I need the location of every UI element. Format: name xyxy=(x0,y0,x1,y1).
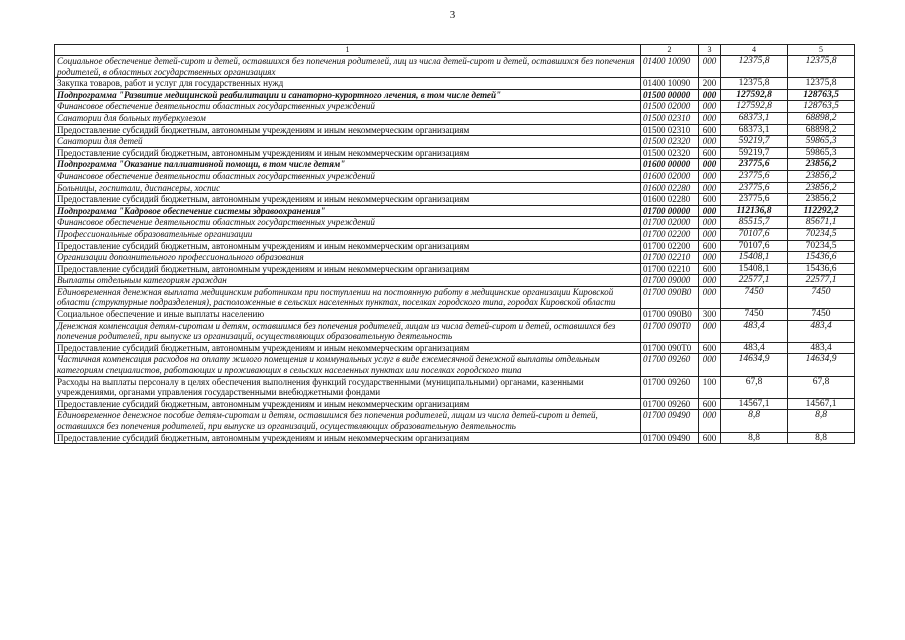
row-value-1-cell: 23775,6 xyxy=(721,194,788,206)
row-code-cell: 01700 09260 xyxy=(641,354,699,376)
row-code-cell: 01600 02280 xyxy=(641,182,699,194)
row-name-cell: Предоставление субсидий бюджетным, автономным учреждениям и иным некоммерческим организациям xyxy=(55,432,641,444)
row-code-cell: 01600 02000 xyxy=(641,170,699,182)
row-value-1-cell: 23775,6 xyxy=(721,182,788,194)
row-name-cell: Закупка товаров, работ и услуг для государственных нужд xyxy=(55,78,641,90)
table-row xyxy=(55,398,855,410)
row-code-cell: 01700 09490 xyxy=(641,432,699,444)
row-code-cell: 01500 02320 xyxy=(641,147,699,159)
row-value-1-cell: 59219,7 xyxy=(721,136,788,148)
row-name-cell: Подпрограмма "Кадровое обеспечение системы здравоохранения" xyxy=(55,205,641,217)
row-kvr-cell: 000 xyxy=(699,170,721,182)
row-value-1-cell: 68373,1 xyxy=(721,112,788,124)
row-name-cell: Организации дополнительного профессионального образования xyxy=(55,252,641,264)
row-name-cell: Финансовое обеспечение деятельности областных государственных учреждений xyxy=(55,101,641,113)
row-kvr-cell: 000 xyxy=(699,354,721,376)
row-value-2-cell: 70234,5 xyxy=(788,240,855,252)
row-code-cell: 01700 09260 xyxy=(641,376,699,398)
row-code-cell: 01500 02310 xyxy=(641,124,699,136)
table-row xyxy=(55,342,855,354)
header-row xyxy=(55,45,855,56)
table-row xyxy=(55,263,855,275)
row-code-cell: 01700 02210 xyxy=(641,263,699,275)
table-row xyxy=(55,89,855,101)
row-kvr-cell: 300 xyxy=(699,309,721,321)
row-value-2-cell: 70234,5 xyxy=(788,228,855,240)
table-row xyxy=(55,309,855,321)
table-row xyxy=(55,410,855,432)
row-value-2-cell: 128763,5 xyxy=(788,89,855,101)
row-code-cell: 01700 09260 xyxy=(641,398,699,410)
table-row xyxy=(55,286,855,308)
row-name-cell: Предоставление субсидий бюджетным, автономным учреждениям и иным некоммерческим организациям xyxy=(55,194,641,206)
table-row xyxy=(55,228,855,240)
row-kvr-cell: 000 xyxy=(699,217,721,229)
row-code-cell: 01700 00000 xyxy=(641,205,699,217)
table-row xyxy=(55,275,855,287)
row-name-cell: Социальное обеспечение и иные выплаты населению xyxy=(55,309,641,321)
row-name-cell: Предоставление субсидий бюджетным, автономным учреждениям и иным некоммерческим организациям xyxy=(55,147,641,159)
row-name-cell: Денежная компенсация детям-сиротам и детям, оставшимся без попечения родителей, лицам из числа детей-сирот и детей, оставшихся без попечения родителей, при выпуске из организаций, осуществляющих образовательную деятельность xyxy=(55,320,641,342)
row-code-cell: 01700 09490 xyxy=(641,410,699,432)
row-value-2-cell: 23856,2 xyxy=(788,159,855,171)
row-value-2-cell: 85671,1 xyxy=(788,217,855,229)
row-kvr-cell: 600 xyxy=(699,342,721,354)
row-code-cell: 01400 10090 xyxy=(641,56,699,78)
header-cell-kvr: 3 xyxy=(699,45,721,56)
table-row xyxy=(55,56,855,78)
row-code-cell: 01700 02200 xyxy=(641,228,699,240)
row-value-2-cell: 112292,2 xyxy=(788,205,855,217)
row-value-2-cell: 67,8 xyxy=(788,376,855,398)
table-row xyxy=(55,320,855,342)
row-name-cell: Санатории для детей xyxy=(55,136,641,148)
table-row xyxy=(55,112,855,124)
header-cell-name: 1 xyxy=(55,45,641,56)
row-kvr-cell: 000 xyxy=(699,159,721,171)
table-row xyxy=(55,170,855,182)
row-kvr-cell: 100 xyxy=(699,376,721,398)
row-kvr-cell: 000 xyxy=(699,286,721,308)
header-cell-value-1: 4 xyxy=(721,45,788,56)
row-kvr-cell: 200 xyxy=(699,78,721,90)
row-code-cell: 01700 02000 xyxy=(641,217,699,229)
row-value-2-cell: 12375,8 xyxy=(788,78,855,90)
row-value-1-cell: 483,4 xyxy=(721,320,788,342)
table-row xyxy=(55,217,855,229)
table-row xyxy=(55,101,855,113)
row-value-2-cell: 8,8 xyxy=(788,410,855,432)
row-kvr-cell: 600 xyxy=(699,398,721,410)
row-name-cell: Предоставление субсидий бюджетным, автономным учреждениям и иным некоммерческим организациям xyxy=(55,124,641,136)
row-value-1-cell: 70107,6 xyxy=(721,240,788,252)
row-code-cell: 01700 090Т0 xyxy=(641,342,699,354)
row-name-cell: Предоставление субсидий бюджетным, автономным учреждениям и иным некоммерческим организациям xyxy=(55,398,641,410)
row-value-2-cell: 68898,2 xyxy=(788,112,855,124)
row-value-1-cell: 12375,8 xyxy=(721,56,788,78)
table-row xyxy=(55,354,855,376)
row-value-2-cell: 68898,2 xyxy=(788,124,855,136)
row-name-cell: Финансовое обеспечение деятельности областных государственных учреждений xyxy=(55,170,641,182)
row-value-2-cell: 7450 xyxy=(788,286,855,308)
row-value-1-cell: 112136,8 xyxy=(721,205,788,217)
row-code-cell: 01700 02210 xyxy=(641,252,699,264)
row-value-2-cell: 483,4 xyxy=(788,342,855,354)
row-kvr-cell: 000 xyxy=(699,136,721,148)
row-kvr-cell: 000 xyxy=(699,182,721,194)
row-value-2-cell: 14567,1 xyxy=(788,398,855,410)
row-code-cell: 01700 090В0 xyxy=(641,309,699,321)
row-value-1-cell: 14567,1 xyxy=(721,398,788,410)
row-value-2-cell: 23856,2 xyxy=(788,194,855,206)
table-row xyxy=(55,147,855,159)
row-kvr-cell: 600 xyxy=(699,263,721,275)
row-value-2-cell: 23856,2 xyxy=(788,182,855,194)
row-value-2-cell: 8,8 xyxy=(788,432,855,444)
row-kvr-cell: 600 xyxy=(699,240,721,252)
row-value-1-cell: 127592,8 xyxy=(721,101,788,113)
row-name-cell: Подпрограмма "Оказание паллиативной помощи, в том числе детям" xyxy=(55,159,641,171)
row-value-1-cell: 23775,6 xyxy=(721,159,788,171)
row-value-1-cell: 59219,7 xyxy=(721,147,788,159)
row-value-2-cell: 128763,5 xyxy=(788,101,855,113)
row-code-cell: 01500 02000 xyxy=(641,101,699,113)
budget-table xyxy=(54,44,855,444)
row-value-2-cell: 14634,9 xyxy=(788,354,855,376)
row-kvr-cell: 000 xyxy=(699,275,721,287)
row-kvr-cell: 000 xyxy=(699,252,721,264)
row-kvr-cell: 000 xyxy=(699,112,721,124)
row-value-1-cell: 15408,1 xyxy=(721,252,788,264)
row-value-1-cell: 14634,9 xyxy=(721,354,788,376)
row-name-cell: Частичная компенсация расходов на оплату жилого помещения и коммунальных услуг в виде ежемесячной денежной выплаты отдельным категориям специалистов, работающих и проживающих в сельских населенных пунктах или поселках городского типа xyxy=(55,354,641,376)
row-code-cell: 01700 090Т0 xyxy=(641,320,699,342)
row-value-2-cell: 15436,6 xyxy=(788,263,855,275)
row-value-1-cell: 12375,8 xyxy=(721,78,788,90)
row-name-cell: Финансовое обеспечение деятельности областных государственных учреждений xyxy=(55,217,641,229)
row-value-2-cell: 22577,1 xyxy=(788,275,855,287)
row-kvr-cell: 000 xyxy=(699,101,721,113)
row-name-cell: Единовременная денежная выплата медицинским работникам при поступлении на постоянную работу в медицинские организации Кировской области (структурные подразделения), расположенные в сельских населенных пунктах, поселках городского типа, городах Кировской области xyxy=(55,286,641,308)
table-row xyxy=(55,159,855,171)
row-value-1-cell: 8,8 xyxy=(721,432,788,444)
header-cell-code: 2 xyxy=(641,45,699,56)
row-value-1-cell: 70107,6 xyxy=(721,228,788,240)
row-name-cell: Расходы на выплаты персоналу в целях обеспечения выполнения функций государственными (муниципальными) органами, казенными учреждениями, органами управления государственными внебюджетными фондами xyxy=(55,376,641,398)
row-value-1-cell: 7450 xyxy=(721,286,788,308)
row-name-cell: Единовременное денежное пособие детям-сиротам и детям, оставшимся без попечения родителей, лицам из числа детей-сирот и детей, оставшихся без попечения родителей, при выпуске из организаций, осуществляющих образовательную деятельность xyxy=(55,410,641,432)
row-value-2-cell: 15436,6 xyxy=(788,252,855,264)
row-value-1-cell: 127592,8 xyxy=(721,89,788,101)
row-kvr-cell: 600 xyxy=(699,432,721,444)
row-value-1-cell: 85515,7 xyxy=(721,217,788,229)
row-value-1-cell: 23775,6 xyxy=(721,170,788,182)
row-kvr-cell: 000 xyxy=(699,205,721,217)
page-number: 3 xyxy=(449,9,456,21)
row-name-cell: Социальное обеспечение детей-сирот и детей, оставшихся без попечения родителей, лиц из числа детей-сирот и детей, оставшихся без попечения родителей, в областных государственных организациях xyxy=(55,56,641,78)
row-name-cell: Предоставление субсидий бюджетным, автономным учреждениям и иным некоммерческим организациям xyxy=(55,342,641,354)
row-kvr-cell: 600 xyxy=(699,194,721,206)
row-code-cell: 01400 10090 xyxy=(641,78,699,90)
table-row xyxy=(55,136,855,148)
table-row xyxy=(55,78,855,90)
table-row xyxy=(55,376,855,398)
row-code-cell: 01700 09000 xyxy=(641,275,699,287)
table-row xyxy=(55,194,855,206)
table-row xyxy=(55,240,855,252)
row-value-1-cell: 15408,1 xyxy=(721,263,788,275)
row-code-cell: 01500 00000 xyxy=(641,89,699,101)
row-kvr-cell: 000 xyxy=(699,89,721,101)
table-row xyxy=(55,182,855,194)
row-value-1-cell: 483,4 xyxy=(721,342,788,354)
header-cell-value-2: 5 xyxy=(788,45,855,56)
table-row xyxy=(55,205,855,217)
row-value-1-cell: 67,8 xyxy=(721,376,788,398)
row-value-1-cell: 7450 xyxy=(721,309,788,321)
row-kvr-cell: 600 xyxy=(699,147,721,159)
row-value-2-cell: 7450 xyxy=(788,309,855,321)
row-name-cell: Предоставление субсидий бюджетным, автономным учреждениям и иным некоммерческим организациям xyxy=(55,263,641,275)
row-kvr-cell: 000 xyxy=(699,410,721,432)
row-name-cell: Подпрограмма "Развитие медицинской реабилитации и санаторно-курортного лечения, в том числе детей" xyxy=(55,89,641,101)
row-value-2-cell: 59865,3 xyxy=(788,147,855,159)
row-name-cell: Профессиональные образовательные организации xyxy=(55,228,641,240)
row-value-1-cell: 22577,1 xyxy=(721,275,788,287)
row-code-cell: 01500 02320 xyxy=(641,136,699,148)
row-name-cell: Предоставление субсидий бюджетным, автономным учреждениям и иным некоммерческим организациям xyxy=(55,240,641,252)
row-value-2-cell: 23856,2 xyxy=(788,170,855,182)
row-value-1-cell: 8,8 xyxy=(721,410,788,432)
row-code-cell: 01700 02200 xyxy=(641,240,699,252)
table-row xyxy=(55,124,855,136)
row-name-cell: Выплаты отдельным категориям граждан xyxy=(55,275,641,287)
row-code-cell: 01700 090В0 xyxy=(641,286,699,308)
row-value-2-cell: 59865,3 xyxy=(788,136,855,148)
row-name-cell: Больницы, госпитали, диспансеры, хоспис xyxy=(55,182,641,194)
table-row xyxy=(55,432,855,444)
row-kvr-cell: 000 xyxy=(699,56,721,78)
row-value-1-cell: 68373,1 xyxy=(721,124,788,136)
table-row xyxy=(55,252,855,264)
row-code-cell: 01500 02310 xyxy=(641,112,699,124)
row-code-cell: 01600 00000 xyxy=(641,159,699,171)
row-kvr-cell: 000 xyxy=(699,320,721,342)
table-body xyxy=(55,56,855,444)
row-name-cell: Санатории для больных туберкулезом xyxy=(55,112,641,124)
row-kvr-cell: 600 xyxy=(699,124,721,136)
row-kvr-cell: 000 xyxy=(699,228,721,240)
row-code-cell: 01600 02280 xyxy=(641,194,699,206)
row-value-2-cell: 12375,8 xyxy=(788,56,855,78)
row-value-2-cell: 483,4 xyxy=(788,320,855,342)
